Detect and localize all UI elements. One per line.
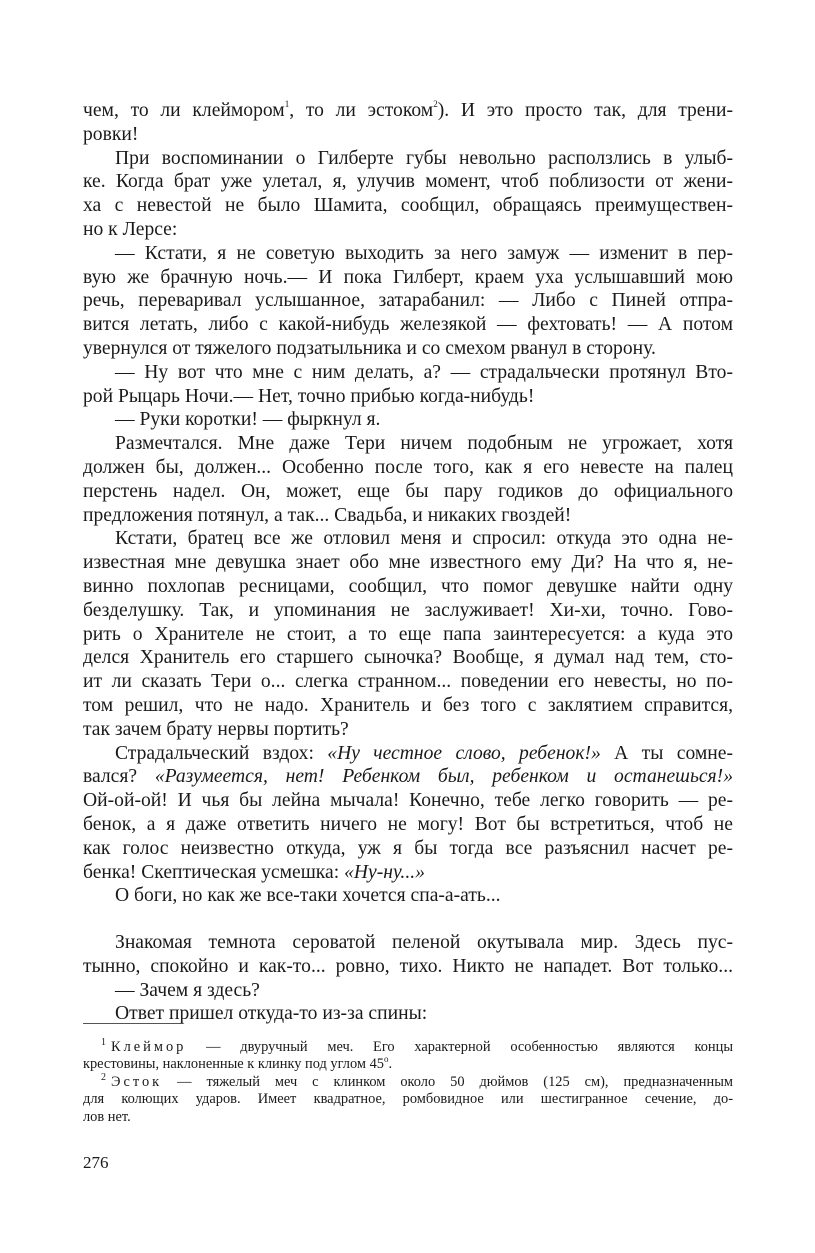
text-line: рой Рыцарь Ночи.— Нет, точно прибью когда-нибудь! (83, 385, 535, 407)
italic-quote: «Разумеется, нет! Ребенком был, ребенком и останешься!» (154, 766, 733, 788)
text-line: ке. Когда брат уже улетал, я, улучив момент, чтоб поблизости от жени- (83, 171, 733, 193)
text-line: должен бы, должен... Особенно после того, как я его невесте на палец (83, 456, 733, 478)
footnote-2-cont: для колющих ударов. Имеет квадратное, ромбовидное или шестигранное сечение, до- (83, 1091, 733, 1108)
footnote-number: 2 (101, 1071, 106, 1083)
text-line: — Ну вот что мне с ним делать, а? — страдальчески протянул Вто- (115, 361, 733, 383)
text-line: бенок, а я даже ответить ничего не могу! Вот бы встретиться, чтоб не (83, 813, 733, 835)
main-text (83, 99, 733, 1026)
text-line: Кстати, братец все же отловил меня и спросил: откуда это одна не- (115, 528, 733, 550)
footnote-ref[interactable]: 2 (433, 99, 438, 109)
footnote-number: 1 (101, 1037, 106, 1048)
text-line: ровки! (83, 123, 139, 145)
text-line: Знакомая темнота сероватой пеленой окутывала мир. Здесь пус- (115, 932, 733, 954)
text-line: Размечтался. Мне даже Тери ничем подобным не угрожает, хотя (115, 433, 733, 455)
text-line: О боги, но как же все-таки хочется спа-а-ать... (115, 885, 501, 907)
text-line: но к Лерсе: (83, 218, 178, 240)
text-line: При воспоминании о Гилберте губы невольно расползлись в улыб- (115, 147, 733, 169)
footnote-1-cont: крестовины, наклоненные к клинку под углом 45$^o$. (83, 1054, 393, 1073)
italic-quote: «Ну честное слово, ребенок!» (327, 742, 601, 764)
text-line: бенка! Скептическая усмешка: «Ну-ну...» (83, 861, 425, 883)
page-number: 276 (83, 1153, 109, 1172)
text-line: тынно, спокойно и как-то... ровно, тихо. Никто не нападет. Вот только... (83, 955, 733, 977)
footnote-2: $^2$ Эсток — тяжелый меч с клинком около 50 дюймов (125 см), предназначенным (101, 1071, 733, 1090)
text-line: делся Хранитель его старшего сыночка? Вообще, я думал над тем, сто- (83, 647, 733, 669)
footnote-term: Клеймор (111, 1039, 187, 1055)
footnote-2-cont: лов нет. (83, 1108, 131, 1125)
text-line: ит ли сказать Тери о... слегка странном... поведении его невесты, но по- (83, 671, 733, 693)
text-line: ха с невестой не было Шамита, сообщил, обращаясь преимуществен- (83, 195, 733, 217)
text-line: речь, переваривал услышанное, затарабанил: — Либо с Пиней отпра- (83, 290, 733, 312)
footnote-divider (83, 1023, 183, 1024)
text-line: — Зачем я здесь? (115, 979, 260, 1001)
text-line: Ой-ой-ой! И чья бы лейна мычала! Конечно, тебе легко говорить — ре- (83, 790, 733, 812)
footnote-ref[interactable]: 1 (284, 99, 290, 109)
text-line: — Руки коротки! — фыркнул я. (115, 409, 381, 431)
text-line: так зачем брату нервы портить? (83, 718, 349, 740)
text-line: том решил, что не надо. Хранитель и без того с заклятием справится, (83, 694, 733, 716)
text-line: чем, то ли клеймором$^1$, то ли эстоком$^2$). И это просто так, для трени- (83, 99, 734, 121)
text-line: вую же брачную ночь.— И пока Гилберт, краем уха услышавший мою (83, 266, 733, 288)
text-line: Страдальческий вздох: «Ну честное слово, ребенок!» А ты сомне- (115, 742, 733, 764)
footnote-term: Эсток (111, 1073, 163, 1090)
footnote-1: $^1$ Клеймор — двуручный меч. Его характерной особенностью являются концы (101, 1037, 733, 1055)
section-break (83, 908, 733, 931)
italic-quote: «Ну-ну...» (344, 861, 425, 883)
text-line: вится летать, либо с какой-нибудь железякой — фехтовать! — А потом (83, 314, 733, 336)
text-line: рить о Хранителе не стоит, а то еще папа заинтересуется: а куда это (83, 623, 733, 645)
text-line: перстень надел. Он, может, еще бы пару годиков до официального (83, 480, 733, 502)
footnotes (83, 1039, 733, 1126)
text-line: — Кстати, я не советую выходить за него замуж — изменит в пер- (115, 242, 733, 264)
text-line: известная мне девушка знает обо мне известного ему Ди? На что я, не- (83, 552, 733, 574)
text-line: как голос неизвестно откуда, уж я бы тогда все разъяснил насчет ре- (83, 837, 733, 859)
text-line: Ответ пришел откуда-то из-за спины: (115, 1003, 428, 1025)
text-line: увернулся от тяжелого подзатыльника и со смехом рванул в сторону. (83, 337, 656, 359)
text-line: вался? «Разумеется, нет! Ребенком был, ребенком и останешься!» (83, 766, 733, 788)
text-line: винно похлопав ресницами, сообщил, что помог девушке найти одну (83, 575, 733, 597)
degree-mark: o (384, 1054, 389, 1065)
text-line: безделушку. Так, и упоминания не заслуживает! Хи-хи, точно. Гово- (83, 599, 733, 621)
text-line: предложения потянул, а так... Свадьба, и никаких гвоздей! (83, 504, 572, 526)
